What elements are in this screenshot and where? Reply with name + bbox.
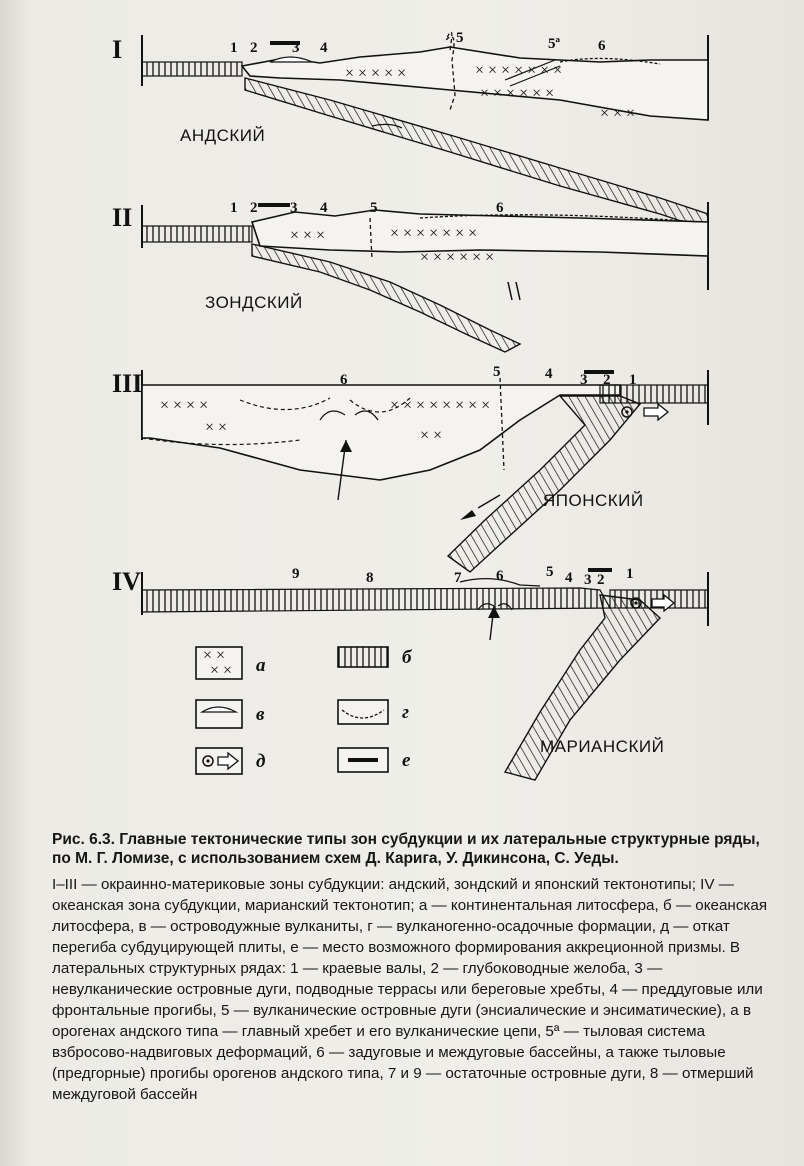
svg-text:× ×: × × bbox=[210, 662, 233, 679]
svg-text:5: 5 bbox=[456, 30, 464, 46]
svg-text:4: 4 bbox=[320, 200, 328, 216]
svg-text:6: 6 bbox=[598, 38, 606, 54]
panel-number-1: I bbox=[112, 35, 123, 64]
svg-text:б: б bbox=[402, 647, 412, 668]
svg-text:5: 5 bbox=[370, 200, 378, 216]
panel-japanese bbox=[112, 364, 708, 572]
svg-text:1: 1 bbox=[626, 566, 634, 582]
legend bbox=[196, 647, 413, 774]
svg-text:5: 5 bbox=[546, 564, 554, 580]
svg-text:2: 2 bbox=[250, 40, 258, 56]
svg-text:4: 4 bbox=[320, 40, 328, 56]
svg-text:8: 8 bbox=[366, 570, 374, 586]
svg-text:4: 4 bbox=[565, 570, 573, 586]
panel-sunda bbox=[112, 200, 708, 352]
svg-text:9: 9 bbox=[292, 566, 300, 582]
svg-text:в: в bbox=[256, 704, 265, 725]
svg-text:× × × ×: × × × × bbox=[160, 397, 209, 414]
back-arc-oceanic-lithosphere bbox=[142, 588, 610, 612]
caption-body: I–III — окраинно-материковые зоны субдукции: андский, зондский и японский тектонотипы; IV — океанская зона субдукции, марианский тектонотип; а — континентальная литосфера, б — океанская литосфера, в — островодужные вулканиты, г — вулканогенно-осадочные формации, д — откат перегиба субдуцирующей плиты, е — место возможного формирования аккреционной призмы. В латеральных структурных рядах: 1 — краевые валы, 2 — глубоководные желоба, 3 — невулканические островные дуги, подводные террасы или береговые хребты, 4 — преддуговые или фронтальные прогибы, 5 — вулканические островные дуги (энсиалические и энсиматические), а в орогенах андского типа — главный хребет и его вулканические цепи, 5ª — тыловая система взбросово-надвиговых деформаций, 6 — задуговые и междуговые бассейны, а также тыловые (предгорные) прогибы орогенов андского типа, 7 и 9 — остаточные островные дуги, 8 — отмерший междуговой бассейн bbox=[52, 876, 768, 1103]
svg-text:× ×: × × bbox=[205, 419, 228, 436]
svg-text:2: 2 bbox=[597, 572, 605, 588]
svg-text:× × × × × × ×: × × × × × × × bbox=[390, 225, 478, 242]
svg-text:× ×: × × bbox=[420, 427, 443, 444]
panel-name-4: МАРИАНСКИЙ bbox=[540, 737, 665, 756]
svg-text:1: 1 bbox=[230, 200, 238, 216]
svg-text:× × × × × ×: × × × × × × bbox=[480, 85, 555, 102]
panel-number-4: IV bbox=[112, 567, 141, 596]
svg-text:× × ×: × × × bbox=[600, 105, 636, 122]
svg-text:4: 4 bbox=[545, 366, 553, 382]
svg-text:3: 3 bbox=[292, 40, 300, 56]
caption-title: Рис. 6.3. Главные тектонические типы зон субдукции и их латеральные структурные ряды, по М. Г. Ломизе, с использованием схем Д. Карига, У. Дикинсона, С. Уеды. bbox=[52, 831, 760, 867]
panel-andean bbox=[112, 30, 708, 230]
svg-text:1: 1 bbox=[230, 40, 238, 56]
svg-text:× × ×: × × × bbox=[290, 227, 326, 244]
svg-text:× ×: × × bbox=[203, 647, 226, 664]
svg-text:5ª: 5ª bbox=[548, 36, 560, 52]
svg-text:× × × × × ×: × × × × × × bbox=[420, 249, 495, 266]
figure-caption bbox=[52, 830, 772, 1105]
svg-text:3: 3 bbox=[290, 200, 298, 216]
svg-text:г: г bbox=[402, 702, 410, 723]
svg-text:2: 2 bbox=[603, 372, 611, 388]
oceanic-lithosphere bbox=[142, 62, 242, 76]
svg-text:1: 1 bbox=[629, 372, 637, 388]
svg-text:× × × × ×: × × × × × bbox=[345, 65, 407, 82]
svg-text:6: 6 bbox=[496, 568, 504, 584]
svg-text:2: 2 bbox=[250, 200, 258, 216]
svg-text:5: 5 bbox=[493, 364, 501, 380]
svg-text:6: 6 bbox=[496, 200, 504, 216]
panel-name-3: ЯПОНСКИЙ bbox=[543, 491, 644, 510]
oceanic-lithosphere bbox=[142, 226, 252, 242]
svg-text:е: е bbox=[402, 750, 411, 771]
svg-text:д: д bbox=[256, 751, 266, 772]
panel-name-1: АНДСКИЙ bbox=[180, 126, 266, 145]
svg-text:7: 7 bbox=[454, 570, 462, 586]
panel-name-2: ЗОНДСКИЙ bbox=[205, 293, 303, 312]
panel-number-2: II bbox=[112, 203, 133, 232]
panel-number-3: III bbox=[112, 369, 143, 398]
svg-text:а: а bbox=[256, 655, 266, 676]
svg-text:× × × × × × ×: × × × × × × × bbox=[475, 62, 563, 79]
svg-text:× × × × × × × ×: × × × × × × × × bbox=[390, 397, 491, 414]
svg-text:6: 6 bbox=[340, 372, 348, 388]
svg-text:3: 3 bbox=[584, 572, 592, 588]
svg-text:3: 3 bbox=[580, 372, 588, 388]
